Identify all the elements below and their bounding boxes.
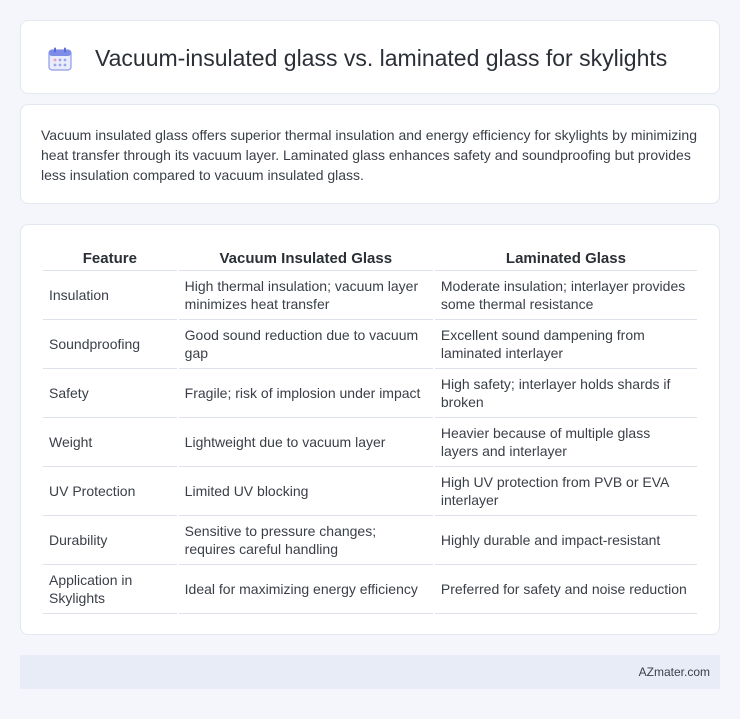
laminated-cell: Heavier because of multiple glass layers and interlayer bbox=[435, 418, 697, 467]
table-row bbox=[43, 369, 697, 418]
page-title: Vacuum-insulated glass vs. laminated glass for skylights bbox=[95, 45, 668, 71]
feature-cell: Durability bbox=[43, 516, 177, 565]
intro-text: Vacuum insulated glass offers superior thermal insulation and energy efficiency for skylights by minimizing heat transfer through its vacuum layer. Laminated glass enhances safety and soundproofing but provides less insulation compared to vacuum insulated glass. bbox=[41, 127, 697, 183]
table-row bbox=[43, 320, 697, 369]
table-row bbox=[43, 271, 697, 320]
intro-card bbox=[20, 104, 720, 204]
header-card bbox=[20, 20, 720, 94]
table-row bbox=[43, 565, 697, 614]
laminated-cell: Highly durable and impact-resistant bbox=[435, 516, 697, 565]
vacuum-cell: Ideal for maximizing energy efficiency bbox=[179, 565, 433, 614]
vacuum-cell: High thermal insulation; vacuum layer minimizes heat transfer bbox=[179, 271, 433, 320]
comparison-card bbox=[20, 224, 720, 635]
table-header-row bbox=[43, 245, 697, 271]
laminated-cell: High UV protection from PVB or EVA interlayer bbox=[435, 467, 697, 516]
comparison-table bbox=[41, 245, 699, 614]
feature-cell: Soundproofing bbox=[43, 320, 177, 369]
vacuum-cell: Fragile; risk of implosion under impact bbox=[179, 369, 433, 418]
laminated-cell: Excellent sound dampening from laminated interlayer bbox=[435, 320, 697, 369]
feature-cell: Weight bbox=[43, 418, 177, 467]
vacuum-cell: Good sound reduction due to vacuum gap bbox=[179, 320, 433, 369]
footer-brand: AZmater.com bbox=[638, 665, 710, 679]
vacuum-cell: Lightweight due to vacuum layer bbox=[179, 418, 433, 467]
vacuum-cell: Limited UV blocking bbox=[179, 467, 433, 516]
laminated-cell: Preferred for safety and noise reduction bbox=[435, 565, 697, 614]
vacuum-cell: Sensitive to pressure changes; requires careful handling bbox=[179, 516, 433, 565]
laminated-cell: High safety; interlayer holds shards if broken bbox=[435, 369, 697, 418]
header-vacuum-glass: Vacuum Insulated Glass bbox=[179, 245, 433, 271]
footer-bar bbox=[20, 655, 720, 689]
calendar-icon bbox=[47, 46, 73, 72]
feature-cell: Safety bbox=[43, 369, 177, 418]
feature-cell: Insulation bbox=[43, 271, 177, 320]
header-feature: Feature bbox=[43, 245, 177, 271]
table-row bbox=[43, 467, 697, 516]
feature-cell: Application in Skylights bbox=[43, 565, 177, 614]
header-laminated-glass: Laminated Glass bbox=[435, 245, 697, 271]
laminated-cell: Moderate insulation; interlayer provides some thermal resistance bbox=[435, 271, 697, 320]
feature-cell: UV Protection bbox=[43, 467, 177, 516]
table-row bbox=[43, 516, 697, 565]
table-row bbox=[43, 418, 697, 467]
